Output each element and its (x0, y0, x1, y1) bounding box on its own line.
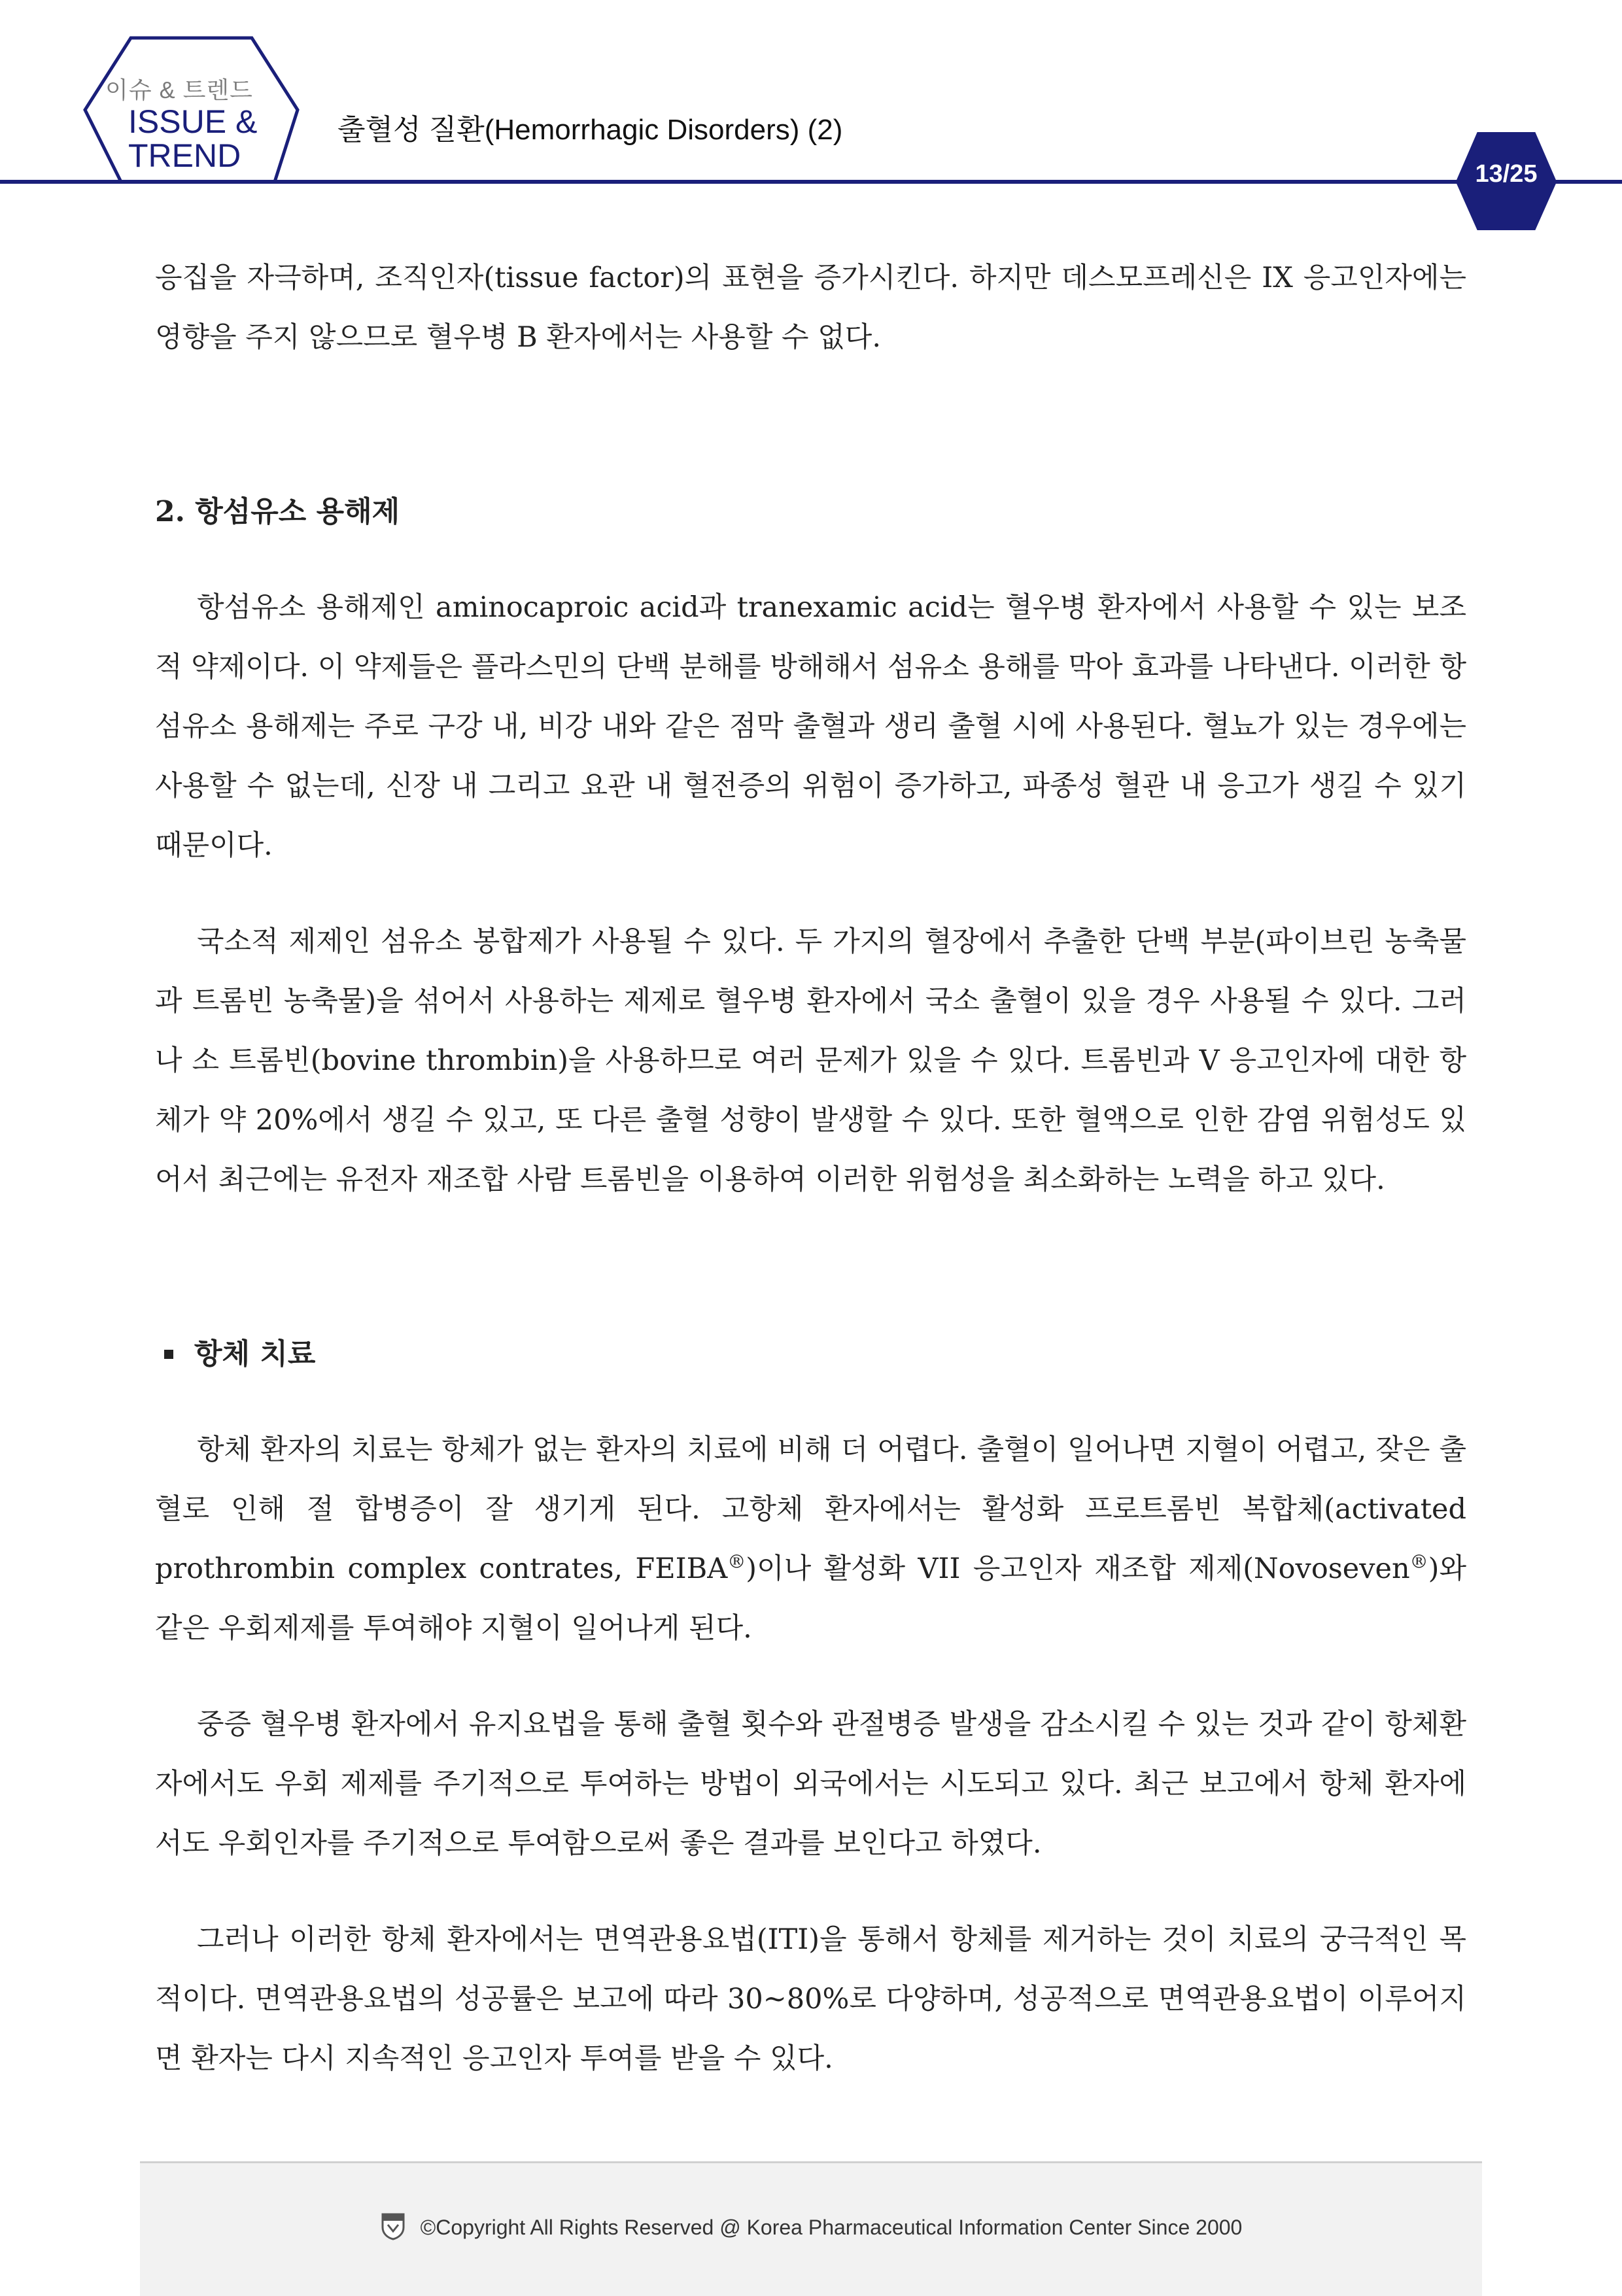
article-body (155, 248, 1466, 2089)
text-run: 항체 환자의 치료는 항체가 없는 환자의 치료에 비해 더 어렵다. 출혈이 일어나면 지혈이 어렵고, 잦은 출혈로 인해 절 합병증이 잘 생기게 된다. 고항체 환자에서는 활성화 프로트롬빈 복합체(activated prothrombin complex contrates, FEIBA (155, 1433, 1466, 1585)
section-heading-antifibrinolytics: 2. 항섬유소 용해제 (155, 495, 400, 528)
paragraph-spacer (155, 1658, 1466, 1695)
text-run: )와 같은 우회제제를 투여해야 지혈이 일어나게 된다. (155, 1552, 1466, 1645)
section-heading-label: 항체 치료 (194, 1337, 316, 1371)
paragraph-immune-tolerance: 그러나 이러한 항체 환자에서는 면역관용요법(ITI)을 통해서 항체를 제거하는 것이 치료의 궁극적인 목적이다. 면역관용요법의 성공률은 보고에 따라 30~80%로 다양하며, 성공적으로 면역관용요법이 이루어지면 환자는 다시 지속적인 응고인자 투여를 받을 수 있다. (155, 1923, 1466, 2075)
paragraph-desmopressin-continued: 응집을 자극하며, 조직인자(tissue factor)의 표현을 증가시킨다. 하지만 데스모프레신은 IX 응고인자에는 영향을 주지 않으므로 혈우병 B 환자에서는 사용할 수 없다. (155, 262, 1466, 354)
paragraph-antifibrinolytics: 항섬유소 용해제인 aminocaproic acid과 tranexamic acid는 혈우병 환자에서 사용할 수 있는 보조적 약제이다. 이 약제들은 플라스민의 단백 분해를 방해해서 섬유소 용해를 막아 효과를 나타낸다. 이러한 항섬유소 용해제는 주로 구강 내, 비강 내와 같은 점막 출혈과 생리 출혈 시에 사용된다. 혈뇨가 있는 경우에는 사용할 수 없는데, 신장 내 그리고 요관 내 혈전증의 위험이 증가하고, 파종성 혈관 내 응고가 생길 수 있기 때문이다. (155, 591, 1467, 862)
section-heading-inhibitor-treatment (155, 1324, 1466, 1384)
section-spacer (155, 368, 1466, 482)
footer-content (140, 2212, 1482, 2243)
section-spacer (155, 541, 1466, 578)
section-spacer (155, 1384, 1466, 1420)
kpic-emblem-icon (380, 2212, 406, 2243)
paragraph-prophylaxis: 중증 혈우병 환자에서 유지요법을 통해 출혈 횟수와 관절병증 발생을 감소시킬 수 있는 것과 같이 항체환자에서도 우회 제제를 주기적으로 투여하는 방법이 외국에서는 시도되고 있다. 최근 보고에서 항체 환자에서도 우회인자를 주기적으로 투여함으로써 좋은 결과를 보인다고 하였다. (155, 1708, 1466, 1860)
badge-title-line2: TREND (128, 137, 241, 174)
text-run: )이나 활성화 VII 응고인자 재조합 제제(Novoseven (746, 1552, 1410, 1585)
page-header (0, 0, 1622, 235)
paragraph-inhibitor-bypass (155, 1420, 1466, 1658)
page-counter: 13/25 (1475, 160, 1538, 188)
paragraph-fibrin-sealant: 국소적 제제인 섬유소 봉합제가 사용될 수 있다. 두 가지의 혈장에서 추출한 단백 부분(파이브린 농축물과 트롬빈 농축물)을 섞어서 사용하는 제제로 혈우병 환자에서 국소 출혈이 있을 경우 사용될 수 있다. 그러나 소 트롬빈(bovine thrombin)을 사용하므로 여러 문제가 있을 수 있다. 트롬빈과 V 응고인자에 대한 항체가 약 20%에서 생길 수 있고, 또 다른 출혈 성향이 발생할 수 있다. 또한 혈액으로 인한 감염 위험성도 있어서 최근에는 유전자 재조합 사람 트롬빈을 이용하여 이러한 위험성을 최소화하는 노력을 하고 있다. (155, 925, 1466, 1196)
section-spacer (155, 1210, 1466, 1324)
badge-title (81, 105, 277, 173)
page-footer (140, 2161, 1482, 2296)
badge-subtitle: 이슈 & 트렌드 (105, 77, 253, 103)
paragraph-spacer (155, 1874, 1466, 1910)
square-bullet-icon (164, 1350, 173, 1359)
registered-mark: ® (1409, 1551, 1428, 1573)
document-title: 출혈성 질환(Hemorrhagic Disorders) (2) (337, 114, 843, 146)
badge-title-line1: ISSUE & (128, 103, 258, 140)
copyright-text: ©Copyright All Rights Reserved @ Korea Pharmaceutical Information Center Since 2000 (420, 2215, 1243, 2239)
registered-mark: ® (727, 1551, 746, 1573)
paragraph-spacer (155, 876, 1466, 912)
